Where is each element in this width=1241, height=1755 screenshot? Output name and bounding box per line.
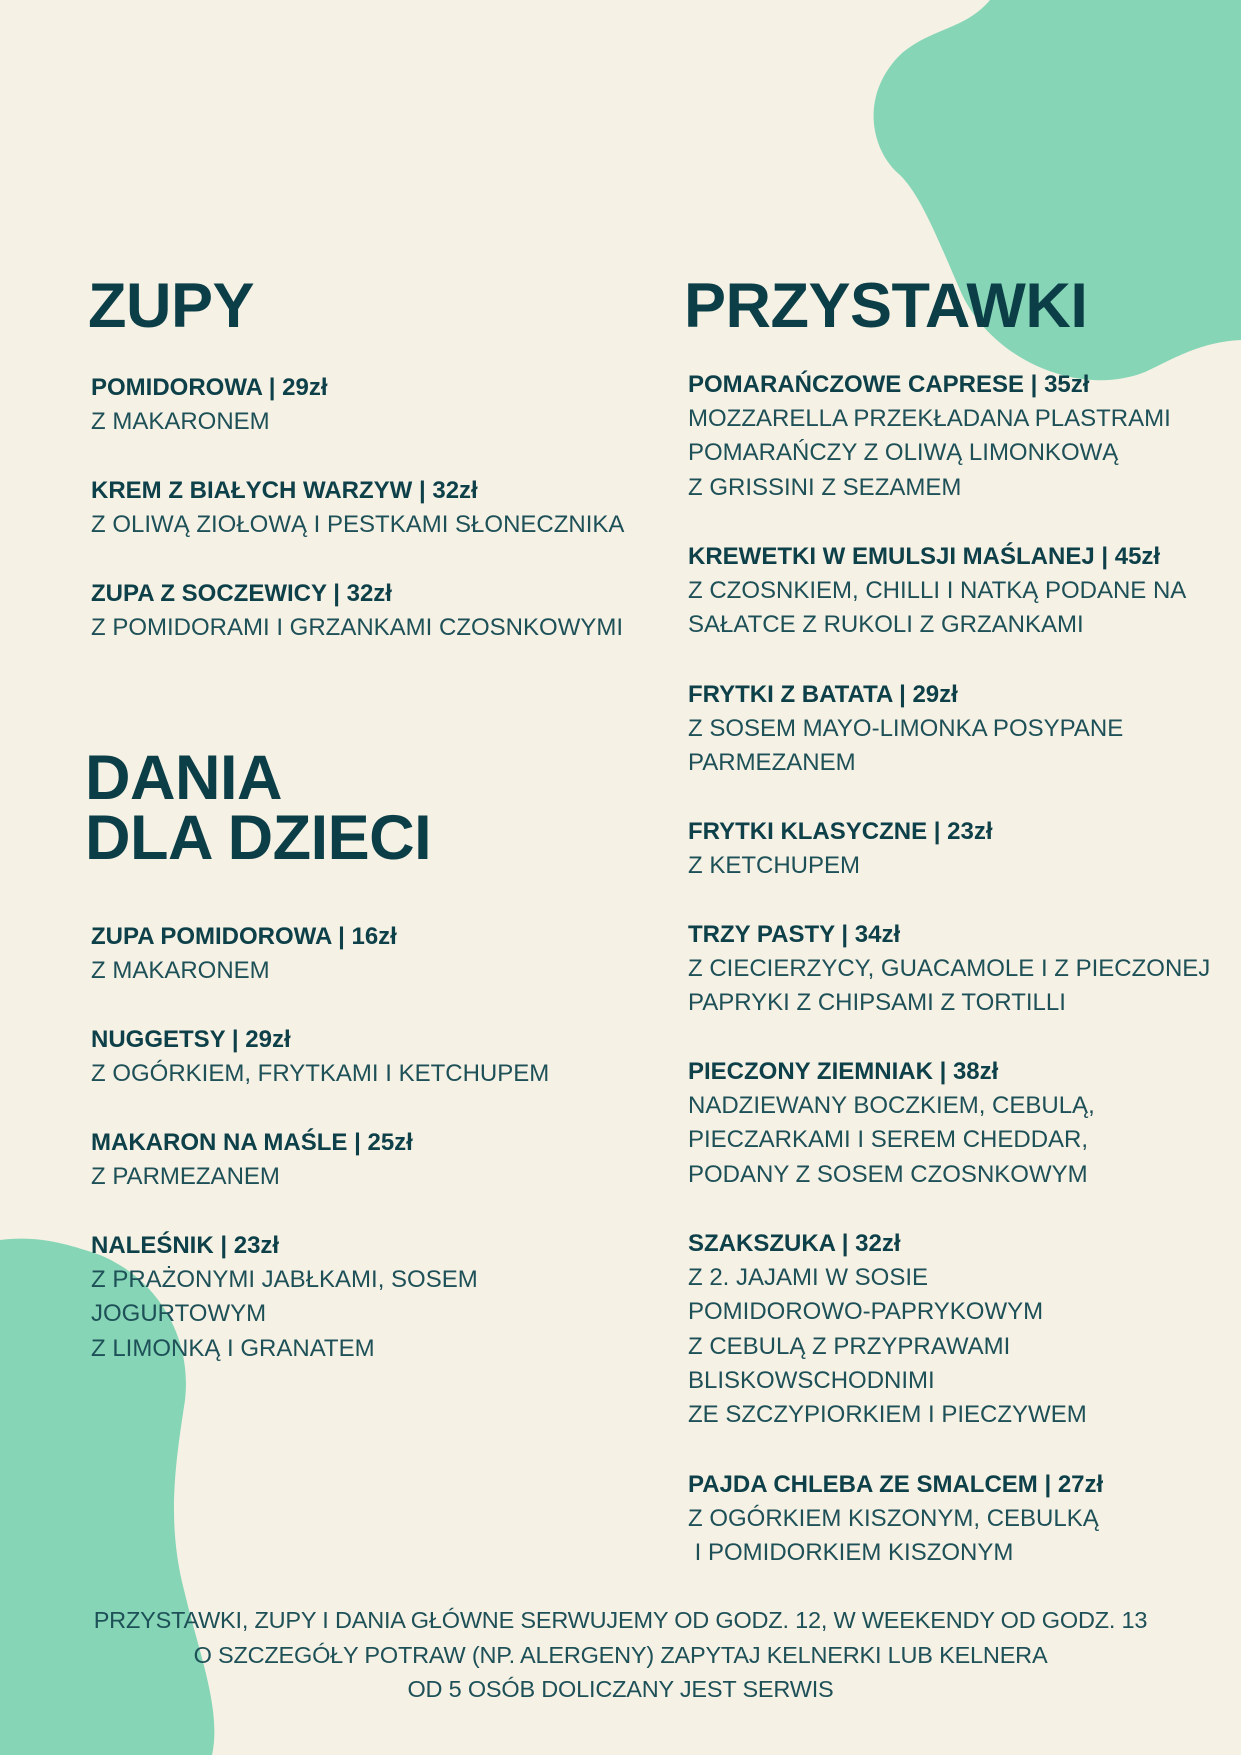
menu-item-description: Z MAKARONEM bbox=[91, 408, 270, 435]
menu-item bbox=[688, 814, 1228, 883]
menu-item bbox=[91, 576, 631, 645]
menu-item-name: ZUPA Z SOCZEWICY | 32zł bbox=[91, 580, 392, 607]
menu-item-description: Z POMIDORAMI I GRZANKAMI CZOSNKOWYMI bbox=[91, 614, 624, 641]
menu-item-name: KREWETKI W EMULSJI MAŚLANEJ | 45zł bbox=[688, 543, 1161, 570]
menu-item bbox=[91, 370, 631, 439]
menu-item-name: SZAKSZUKA | 32zł bbox=[688, 1230, 901, 1257]
menu-item bbox=[91, 1022, 631, 1091]
footer-notes bbox=[0, 1603, 1241, 1707]
menu-item bbox=[688, 917, 1228, 1021]
menu-item-name: POMIDOROWA | 29zł bbox=[91, 374, 328, 401]
section-title-przystawki: PRZYSTAWKI bbox=[684, 271, 1088, 341]
menu-item-description: Z CZOSNKIEM, CHILLI I NATKĄ PODANE NA SAŁATCE Z RUKOLI Z GRZANKAMI bbox=[688, 577, 1187, 639]
menu-item bbox=[688, 539, 1228, 643]
section-title-line: DANIA bbox=[85, 743, 282, 813]
menu-item-description: Z PRAŻONYMI JABŁKAMI, SOSEM JOGURTOWYM Z LIMONKĄ I GRANATEM bbox=[91, 1266, 478, 1362]
section-title-line: DLA DZIECI bbox=[85, 803, 432, 873]
menu-item bbox=[91, 1125, 631, 1194]
menu-item-name: ZUPA POMIDOROWA | 16zł bbox=[91, 923, 397, 950]
menu-item-name: PIECZONY ZIEMNIAK | 38zł bbox=[688, 1058, 999, 1085]
menu-item-name: TRZY PASTY | 34zł bbox=[688, 921, 901, 948]
footer-line: O SZCZEGÓŁY POTRAW (NP. ALERGENY) ZAPYTAJ KELNERKI LUB KELNERA bbox=[193, 1641, 1048, 1668]
section-title-zupy: ZUPY bbox=[88, 271, 255, 341]
menu-item bbox=[688, 1467, 1228, 1571]
footer-line: PRZYSTAWKI, ZUPY I DANIA GŁÓWNE SERWUJEMY OD GODZ. 12, W WEEKENDY OD GODZ. 13 bbox=[93, 1607, 1148, 1633]
menu-item-name: FRYTKI Z BATATA | 29zł bbox=[688, 681, 958, 708]
menu-item-description: Z CIECIERZYCY, GUACAMOLE I Z PIECZONEJ PAPRYKI Z CHIPSAMI Z TORTILLI bbox=[688, 955, 1211, 1017]
menu-item-name: FRYTKI KLASYCZNE | 23zł bbox=[688, 818, 993, 845]
menu-item-name: POMARAŃCZOWE CAPRESE | 35zł bbox=[688, 371, 1090, 398]
footer-line: OD 5 OSÓB DOLICZANY JEST SERWIS bbox=[407, 1676, 834, 1702]
menu-item bbox=[688, 1054, 1228, 1192]
menu-item-name: PAJDA CHLEBA ZE SMALCEM | 27zł bbox=[688, 1471, 1104, 1498]
menu-item-description: NADZIEWANY BOCZKIEM, CEBULĄ, PIECZARKAMI I SEREM CHEDDAR, PODANY Z SOSEM CZOSNKOWYM bbox=[688, 1092, 1095, 1188]
menu-item-description: Z KETCHUPEM bbox=[688, 852, 861, 879]
menu-item-description: Z SOSEM MAYO-LIMONKA POSYPANE PARMEZANEM bbox=[688, 715, 1124, 777]
menu-item-description: Z PARMEZANEM bbox=[91, 1163, 280, 1190]
menu-item-description: MOZZARELLA PRZEKŁADANA PLASTRAMI POMARAŃCZY Z OLIWĄ LIMONKOWĄ Z GRISSINI Z SEZAMEM bbox=[688, 405, 1171, 501]
menu-item bbox=[688, 367, 1228, 505]
menu-item bbox=[688, 677, 1228, 781]
menu-item-name: MAKARON NA MAŚLE | 25zł bbox=[91, 1129, 413, 1156]
menu-item-description: Z 2. JAJAMI W SOSIE POMIDOROWO-PAPRYKOWYM Z CEBULĄ Z PRZYPRAWAMI BLISKOWSCHODNIMI ZE SZCZYPIORKIEM I PIECZYWEM bbox=[688, 1264, 1087, 1429]
menu-item-name: KREM Z BIAŁYCH WARZYW | 32zł bbox=[91, 477, 478, 504]
menu-item-description: Z MAKARONEM bbox=[91, 957, 270, 984]
menu-item bbox=[91, 1228, 631, 1366]
menu-item bbox=[91, 473, 631, 542]
menu-item-description: Z OGÓRKIEM KISZONYM, CEBULKĄ I POMIDORKIEM KISZONYM bbox=[688, 1505, 1099, 1567]
section-title-dania-dla-dzieci bbox=[85, 743, 432, 873]
menu-item bbox=[688, 1226, 1228, 1432]
menu-item-description: Z OGÓRKIEM, FRYTKAMI I KETCHUPEM bbox=[91, 1060, 550, 1087]
menu-item-name: NALEŚNIK | 23zł bbox=[91, 1232, 280, 1259]
menu-item-name: NUGGETSY | 29zł bbox=[91, 1026, 291, 1053]
menu-item bbox=[91, 919, 631, 988]
menu-item-description: Z OLIWĄ ZIOŁOWĄ I PESTKAMI SŁONECZNIKA bbox=[91, 511, 625, 538]
